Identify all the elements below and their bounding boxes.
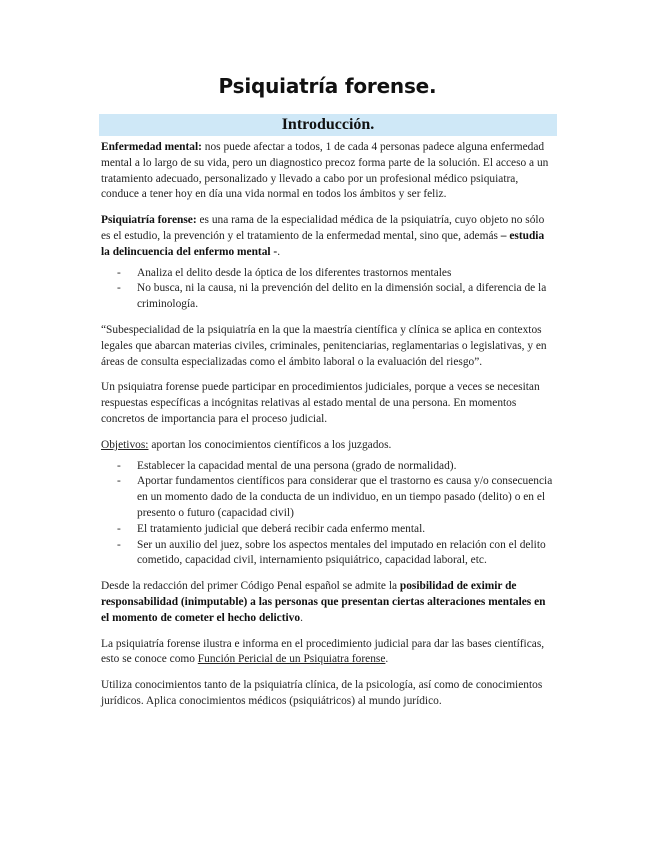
paragraph-conocimientos: Utiliza conocimientos tanto de la psiquiatría clínica, de la psicología, así como de conocimientos jurídicos. Aplica conocimientos médicos (psiquiátricos) al mundo jurídico. xyxy=(101,679,543,707)
term-psiquiatria-forense: Psiquiatría forense: xyxy=(101,214,197,227)
list-item: - Establecer la capacidad mental de una persona (grado de normalidad). xyxy=(101,459,553,475)
paragraph-objetivos xyxy=(101,438,553,454)
paragraph-funcion-pericial xyxy=(101,637,553,669)
list-item: - Ser un auxilio del juez, sobre los aspectos mentales del imputado en relación con el delito cometido, capacidad civil, internamiento psiquiátrico, capacidad laboral, etc. xyxy=(101,538,553,570)
section-heading: Introducción. xyxy=(99,114,557,136)
paragraph-codigo-penal xyxy=(101,579,553,626)
document-title: Psiquiatría forense. xyxy=(218,74,437,98)
period: . xyxy=(385,653,389,666)
paragraph-psiquiatria-forense xyxy=(101,213,553,260)
text-funcion-pericial: La psiquiatría forense ilustra e informa en el procedimiento judicial para dar las bases científicas, esto se conoce como xyxy=(101,637,545,666)
list-characteristics xyxy=(101,266,553,313)
list-item: - Analiza el delito desde la óptica de los diferentes trastornos mentales xyxy=(101,266,553,282)
document-body xyxy=(101,140,553,720)
text-codigo-penal: Desde la redacción del primer Código Penal español se admite la xyxy=(101,580,400,593)
text-enfermedad-mental: nos puede afectar a todos, 1 de cada 4 personas padece alguna enfermedad mental a lo largo de su vida, pero un diagnostico precoz forma parte de la solución. El acceso a un tratamiento adecuado, personalizado y llevado a cabo por un profesional médico psiquiatra, conduce a tener hoy en día una vida normal en todos los ámbitos y ser feliz. xyxy=(101,141,549,201)
term-enfermedad-mental: Enfermedad mental: xyxy=(101,141,202,153)
objetivos-text: aportan los conocimientos científicos a los juzgados. xyxy=(148,438,392,451)
list-item: - El tratamiento judicial que deberá recibir cada enfermo mental. xyxy=(101,522,553,538)
paragraph-participation: Un psiquiatra forense puede participar en procedimientos judiciales, porque a veces se necesitan respuestas específicas a incógnitas relativas al estado mental de una persona. En momentos concretos de importancia para el proceso judicial. xyxy=(101,381,540,425)
underline-funcion-pericial: Función Pericial de un Psiquiatra forense xyxy=(197,653,386,666)
paragraph-definition-quote: “Subespecialidad de la psiquiatría en la que la maestría científica y clínica se aplica en contextos legales que abarcan materias civiles, criminales, penitenciarias, reglamentarias o legislativas, y en áreas de consulta especializadas como el ámbito laboral o la evaluación del riesgo”. xyxy=(101,323,547,368)
period: . xyxy=(300,611,303,624)
period: . xyxy=(277,245,281,258)
objetivos-label: Objetivos: xyxy=(101,438,149,451)
paragraph-enfermedad-mental xyxy=(101,140,553,203)
bold-inimputable: posibilidad de eximir de responsabilidad (inimputable) a las personas que presentan ciertas alteraciones mentales en el momento de cometer el hecho delictivo xyxy=(101,580,546,624)
list-item: - No busca, ni la causa, ni la prevención del delito en la dimensión social, a diferencia de la criminología. xyxy=(101,281,553,313)
list-item: - Aportar fundamentos científicos para considerar que el trastorno es causa y/o consecuencia en un momento dado de la conducta de un individuo, en un tiempo pasado (delito) o en el presento o futuro (capacidad civil) xyxy=(101,474,553,521)
bold-delincuencia: – estudia la delincuencia del enfermo mental - xyxy=(101,229,545,258)
text-psiquiatria-forense: es una rama de la especialidad médica de la psiquiatría, cuyo objeto no sólo es el estudio, la prevención y el tratamiento de la enfermedad mental, sino que, además xyxy=(101,214,545,242)
list-objectives xyxy=(101,459,553,570)
